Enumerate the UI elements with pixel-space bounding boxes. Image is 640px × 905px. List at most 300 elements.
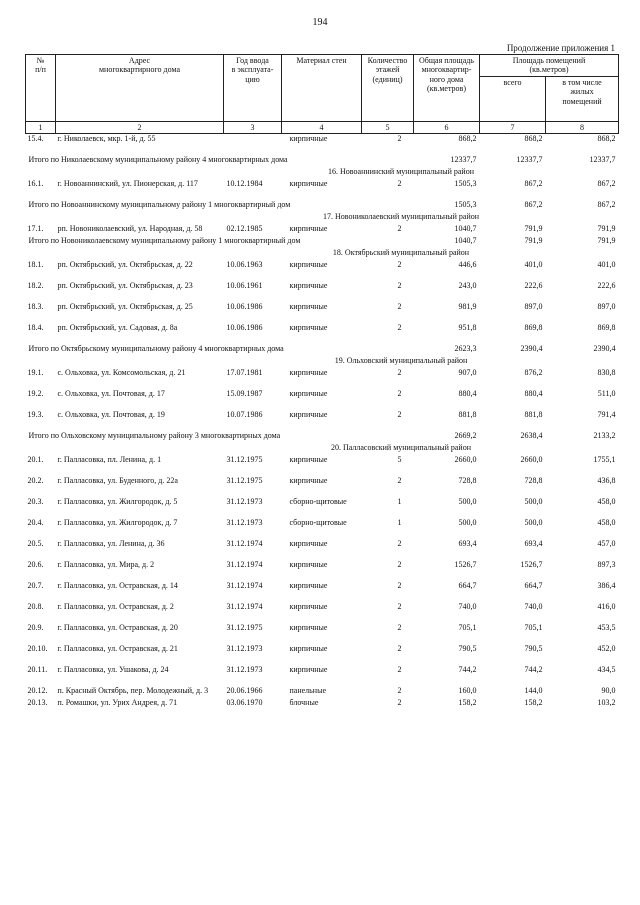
row-number: 20.12. bbox=[27, 686, 48, 696]
row-number: 20.10. bbox=[27, 644, 48, 654]
total-area: 1040,7 bbox=[454, 236, 477, 246]
premises-living-cell: 458,0 bbox=[597, 518, 616, 528]
total-area-cell: 160,0 bbox=[458, 686, 477, 696]
total-area-cell: 158,2 bbox=[458, 698, 477, 708]
material-cell: кирпичные bbox=[289, 389, 328, 399]
premises-total: 867,2 bbox=[524, 200, 543, 210]
spacer-cell bbox=[26, 467, 619, 476]
floors-cell: 2 bbox=[397, 476, 402, 486]
total-area-cell: 1526,7 bbox=[454, 560, 477, 570]
table-row bbox=[26, 302, 619, 314]
spacer-cell bbox=[26, 488, 619, 497]
premises-total: 2390,4 bbox=[520, 344, 543, 354]
address-cell: г. Палласовка, ул. Жилгородок, д. 5 bbox=[57, 497, 178, 507]
address-cell: г. Николаевск, мкр. 1-й, д. 55 bbox=[57, 134, 156, 144]
spacer-cell bbox=[26, 314, 619, 323]
section-heading: 20. Палласовский муниципальный район bbox=[331, 443, 471, 453]
address-cell: рп. Новониколаевский, ул. Народная, д. 58 bbox=[57, 224, 203, 234]
address-cell: с. Ольховка, ул. Почтовая, д. 19 bbox=[57, 410, 165, 420]
year-cell bbox=[224, 134, 282, 147]
address-cell: рп. Октябрьский, ул. Октябрьская, д. 25 bbox=[57, 302, 193, 312]
district-total-row bbox=[26, 344, 619, 356]
material-cell: панельные bbox=[289, 686, 327, 696]
address-cell: г. Палласовка, ул. Остравская, д. 14 bbox=[57, 581, 178, 591]
year-cell: 10.06.1963 bbox=[226, 260, 263, 270]
spacer-cell bbox=[26, 635, 619, 644]
material-cell: сборно-щитовые bbox=[289, 518, 347, 528]
col-header-material: Материал стен bbox=[282, 55, 362, 122]
premises-total-cell: 881,8 bbox=[524, 410, 543, 420]
floors-cell: 2 bbox=[397, 323, 402, 333]
premises-living-cell: 897,3 bbox=[597, 560, 616, 570]
premises-total-cell: 705,1 bbox=[524, 623, 543, 633]
total-area-cell: 728,8 bbox=[458, 476, 477, 486]
header-row bbox=[26, 55, 619, 77]
row-number: 18.4. bbox=[27, 323, 44, 333]
section-heading: 17. Новониколаевский муниципальный район bbox=[322, 212, 480, 222]
floors-cell: 2 bbox=[397, 665, 402, 675]
table-row bbox=[26, 698, 619, 710]
year-cell: 31.12.1974 bbox=[226, 602, 263, 612]
premises-total-cell: 144,0 bbox=[524, 686, 543, 696]
row-number: 20.8. bbox=[27, 602, 44, 612]
floors-cell: 1 bbox=[397, 518, 402, 528]
premises-living-cell: 434,5 bbox=[597, 665, 616, 675]
year-cell: 20.06.1966 bbox=[226, 686, 263, 696]
year-cell: 31.12.1973 bbox=[226, 665, 263, 675]
premises-living-cell: 401,0 bbox=[597, 260, 616, 270]
year-cell: 15.09.1987 bbox=[226, 389, 263, 399]
spacer-cell bbox=[26, 677, 619, 686]
total-area-cell: 693,4 bbox=[458, 539, 477, 549]
premises-total: 2638,4 bbox=[520, 431, 543, 441]
material-cell: кирпичные bbox=[289, 368, 328, 378]
year-cell: 31.12.1975 bbox=[226, 455, 263, 465]
spacer-row bbox=[26, 272, 619, 281]
total-label: Итого по Николаевскому муниципальному району 4 многоквартирных дома bbox=[28, 155, 288, 165]
table-row bbox=[26, 281, 619, 293]
table-row bbox=[26, 455, 619, 467]
material-cell: кирпичные bbox=[289, 410, 328, 420]
year-cell: 10.12.1984 bbox=[226, 179, 263, 189]
address-cell: п. Ромашки, ул. Урих Андрея, д. 71 bbox=[57, 698, 178, 708]
address-cell: г. Палласовка, ул. Остравская, д. 20 bbox=[57, 623, 178, 633]
section-heading: 18. Октябрьский муниципальный район bbox=[332, 248, 470, 258]
row-number: 20.3. bbox=[27, 497, 44, 507]
premises-living-cell: 436,8 bbox=[597, 476, 616, 486]
premises-total-cell: 401,0 bbox=[524, 260, 543, 270]
premises-total-cell: 867,2 bbox=[524, 179, 543, 189]
floors-cell: 2 bbox=[397, 560, 402, 570]
premises-total-cell: 740,0 bbox=[524, 602, 543, 612]
col-header-floors: Количество этажей (единиц) bbox=[362, 55, 414, 122]
year-cell: 17.07.1981 bbox=[226, 368, 263, 378]
premises-total-cell: 791,9 bbox=[524, 224, 543, 234]
spacer-row bbox=[26, 335, 619, 344]
spacer-cell bbox=[26, 401, 619, 410]
col-number: 3 bbox=[224, 121, 282, 133]
premises-living-cell: 867,2 bbox=[597, 179, 616, 189]
premises-living-cell: 103,2 bbox=[597, 698, 616, 708]
premises-living-cell: 897,0 bbox=[597, 302, 616, 312]
total-area-cell: 446,6 bbox=[458, 260, 477, 270]
district-total-row bbox=[26, 200, 619, 212]
premises-total-cell: 500,0 bbox=[524, 497, 543, 507]
address-cell: с. Ольховка, ул. Комсомольская, д. 21 bbox=[57, 368, 186, 378]
row-number: 20.7. bbox=[27, 581, 44, 591]
table-row bbox=[26, 602, 619, 614]
material-cell: кирпичные bbox=[289, 224, 328, 234]
total-area-cell: 1040,7 bbox=[454, 224, 477, 234]
premises-total: 12337,7 bbox=[516, 155, 543, 165]
floors-cell: 2 bbox=[397, 686, 402, 696]
floors-cell: 5 bbox=[397, 455, 402, 465]
premises-total-cell: 158,2 bbox=[524, 698, 543, 708]
year-cell: 31.12.1974 bbox=[226, 539, 263, 549]
row-number: 19.1. bbox=[27, 368, 44, 378]
floors-cell: 2 bbox=[397, 302, 402, 312]
col-number: 8 bbox=[546, 121, 619, 133]
address-cell: г. Новоаннинский, ул. Пионерская, д. 117 bbox=[57, 179, 198, 189]
floors-cell: 2 bbox=[397, 410, 402, 420]
premises-total-cell: 897,0 bbox=[524, 302, 543, 312]
premises-living-cell: 416,0 bbox=[597, 602, 616, 612]
spacer-cell bbox=[26, 293, 619, 302]
page-number: 194 bbox=[312, 17, 328, 28]
material-cell: кирпичные bbox=[289, 134, 328, 144]
total-label: Итого по Октябрьскому муниципальному району 4 многоквартирных дома bbox=[28, 344, 284, 354]
premises-living: 12337,7 bbox=[589, 155, 616, 165]
spacer-cell bbox=[26, 530, 619, 539]
premises-total-cell: 728,8 bbox=[524, 476, 543, 486]
premises-total: 791,9 bbox=[524, 236, 543, 246]
total-area-cell: 243,0 bbox=[458, 281, 477, 291]
total-area-cell: 1505,3 bbox=[454, 179, 477, 189]
section-heading: 19. Ольховский муниципальный район bbox=[334, 356, 468, 366]
row-number: 20.11. bbox=[27, 665, 48, 675]
total-area-cell: 790,5 bbox=[458, 644, 477, 654]
total-area-cell: 705,1 bbox=[458, 623, 477, 633]
table-row bbox=[26, 518, 619, 530]
year-cell: 10.07.1986 bbox=[226, 410, 263, 420]
floors-cell: 2 bbox=[397, 368, 402, 378]
year-cell: 10.06.1986 bbox=[226, 323, 263, 333]
total-area-cell: 500,0 bbox=[458, 518, 477, 528]
spacer-row bbox=[26, 401, 619, 410]
material-cell: кирпичные bbox=[289, 560, 328, 570]
spacer-row bbox=[26, 146, 619, 155]
total-area-cell: 907,0 bbox=[458, 368, 477, 378]
spacer-cell bbox=[26, 551, 619, 560]
table-row bbox=[26, 260, 619, 272]
premises-living: 2390,4 bbox=[593, 344, 616, 354]
row-number: 18.1. bbox=[27, 260, 44, 270]
floors-cell: 2 bbox=[397, 623, 402, 633]
material-cell: сборно-щитовые bbox=[289, 497, 347, 507]
premises-total-cell: 1526,7 bbox=[520, 560, 543, 570]
row-number: 18.2. bbox=[27, 281, 44, 291]
col-number: 6 bbox=[414, 121, 480, 133]
year-cell: 02.12.1985 bbox=[226, 224, 263, 234]
row-number: 20.2. bbox=[27, 476, 44, 486]
premises-total-cell: 790,5 bbox=[524, 644, 543, 654]
address-cell: рп. Октябрьский, ул. Садовая, д. 8а bbox=[57, 323, 178, 333]
spacer-row bbox=[26, 593, 619, 602]
table-row bbox=[26, 134, 619, 147]
total-label: Итого по Новоаннинскому муниципальному району 1 многоквартирный дом bbox=[28, 200, 291, 210]
total-area: 12337,7 bbox=[450, 155, 477, 165]
spacer-row bbox=[26, 488, 619, 497]
row-number: 18.3. bbox=[27, 302, 44, 312]
total-area-cell: 500,0 bbox=[458, 497, 477, 507]
spacer-cell bbox=[26, 191, 619, 200]
address-cell: рп. Октябрьский, ул. Октябрьская, д. 22 bbox=[57, 260, 193, 270]
spacer-row bbox=[26, 380, 619, 389]
row-number: 19.2. bbox=[27, 389, 44, 399]
spacer-cell bbox=[26, 656, 619, 665]
spacer-row bbox=[26, 614, 619, 623]
premises-total-cell: 868,2 bbox=[524, 134, 543, 144]
table-row bbox=[26, 581, 619, 593]
row-number: 20.4. bbox=[27, 518, 44, 528]
address-cell: п. Красный Октябрь, пер. Молодежный, д. 3 bbox=[57, 686, 209, 696]
material-cell: кирпичные bbox=[289, 644, 328, 654]
floors-cell: 2 bbox=[397, 539, 402, 549]
col-header-year: Год ввода в эксплуата- цию bbox=[224, 55, 282, 122]
total-label: Итого по Новониколаевскому муниципальному району 1 многоквартирный дом bbox=[28, 236, 301, 246]
material-cell: кирпичные bbox=[289, 455, 328, 465]
premises-living-cell: 457,0 bbox=[597, 539, 616, 549]
material-cell: блочные bbox=[289, 698, 319, 708]
total-area-cell: 881,8 bbox=[458, 410, 477, 420]
material-cell: кирпичные bbox=[289, 281, 328, 291]
premises-living-cell: 452,0 bbox=[597, 644, 616, 654]
spacer-row bbox=[26, 551, 619, 560]
floors-cell: 2 bbox=[397, 581, 402, 591]
address-cell: г. Палласовка, ул. Остравская, д. 2 bbox=[57, 602, 174, 612]
col-number: 7 bbox=[480, 121, 546, 133]
col-number: 4 bbox=[282, 121, 362, 133]
col-header-premises: Площадь помещений (кв.метров) bbox=[480, 55, 619, 77]
year-cell: 31.12.1974 bbox=[226, 581, 263, 591]
material-cell: кирпичные bbox=[289, 179, 328, 189]
address-cell: г. Палласовка, ул. Буденного, д. 22а bbox=[57, 476, 178, 486]
table-row bbox=[26, 410, 619, 422]
table-row bbox=[26, 179, 619, 191]
material-cell: кирпичные bbox=[289, 539, 328, 549]
table-row bbox=[26, 323, 619, 335]
row-number: 17.1. bbox=[27, 224, 44, 234]
year-cell: 03.06.1970 bbox=[226, 698, 263, 708]
row-number: 20.5. bbox=[27, 539, 44, 549]
col-header-num: № п/п bbox=[26, 55, 56, 122]
premises-total-cell: 693,4 bbox=[524, 539, 543, 549]
premises-living: 2133,2 bbox=[593, 431, 616, 441]
total-area-cell: 868,2 bbox=[458, 134, 477, 144]
year-cell: 31.12.1973 bbox=[226, 497, 263, 507]
year-cell: 31.12.1973 bbox=[226, 644, 263, 654]
address-cell: г. Палласовка, ул. Ленина, д. 36 bbox=[57, 539, 165, 549]
spacer-row bbox=[26, 677, 619, 686]
spacer-cell bbox=[26, 335, 619, 344]
premises-total-cell: 2660,0 bbox=[520, 455, 543, 465]
premises-total-cell: 869,8 bbox=[524, 323, 543, 333]
premises-living-cell: 830,8 bbox=[597, 368, 616, 378]
table-row bbox=[26, 368, 619, 380]
premises-total-cell: 876,2 bbox=[524, 368, 543, 378]
floors-cell: 2 bbox=[397, 644, 402, 654]
spacer-cell bbox=[26, 422, 619, 431]
address-cell: рп. Октябрьский, ул. Октябрьская, д. 23 bbox=[57, 281, 193, 291]
col-number: 1 bbox=[26, 121, 56, 133]
premises-total-cell: 500,0 bbox=[524, 518, 543, 528]
premises-total-cell: 222,6 bbox=[524, 281, 543, 291]
material-cell: кирпичные bbox=[289, 260, 328, 270]
spacer-cell bbox=[26, 593, 619, 602]
spacer-cell bbox=[26, 146, 619, 155]
row-number: 20.13. bbox=[27, 698, 48, 708]
spacer-row bbox=[26, 422, 619, 431]
premises-total-cell: 880,4 bbox=[524, 389, 543, 399]
spacer-row bbox=[26, 572, 619, 581]
premises-living-cell: 386,4 bbox=[597, 581, 616, 591]
section-heading-row bbox=[26, 443, 619, 455]
total-area: 1505,3 bbox=[454, 200, 477, 210]
total-label: Итого по Ольховскому муниципальному району 3 многоквартирных дома bbox=[28, 431, 281, 441]
spacer-row bbox=[26, 467, 619, 476]
year-cell: 10.06.1986 bbox=[226, 302, 263, 312]
material-cell: кирпичные bbox=[289, 602, 328, 612]
address-cell: с. Ольховка, ул. Почтовая, д. 17 bbox=[57, 389, 165, 399]
row-number: 20.1. bbox=[27, 455, 44, 465]
material-cell: кирпичные bbox=[289, 302, 328, 312]
row-number: 15.4. bbox=[27, 134, 44, 144]
housing-table bbox=[25, 54, 619, 710]
total-area: 2669,2 bbox=[454, 431, 477, 441]
total-area-cell: 744,2 bbox=[458, 665, 477, 675]
section-heading-row bbox=[26, 212, 619, 224]
floors-cell: 2 bbox=[397, 389, 402, 399]
year-cell: 31.12.1975 bbox=[226, 476, 263, 486]
floors-cell: 2 bbox=[397, 698, 402, 708]
col-header-total-area: Общая площадь многоквартир- ного дома (кв.метров) bbox=[414, 55, 480, 122]
table-row bbox=[26, 389, 619, 401]
table-row bbox=[26, 476, 619, 488]
table-row bbox=[26, 644, 619, 656]
spacer-cell bbox=[26, 380, 619, 389]
year-cell: 31.12.1975 bbox=[226, 623, 263, 633]
material-cell: кирпичные bbox=[289, 476, 328, 486]
spacer-cell bbox=[26, 272, 619, 281]
spacer-row bbox=[26, 530, 619, 539]
premises-living-cell: 453,5 bbox=[597, 623, 616, 633]
col-header-address: Адрес многоквартирного дома bbox=[56, 55, 224, 122]
col-header-premises-total: всего bbox=[480, 76, 546, 121]
spacer-row bbox=[26, 509, 619, 518]
address-cell: г. Палласовка, ул. Остравская, д. 21 bbox=[57, 644, 178, 654]
year-cell: 31.12.1974 bbox=[226, 560, 263, 570]
spacer-row bbox=[26, 191, 619, 200]
table-row bbox=[26, 665, 619, 677]
premises-living-cell: 791,4 bbox=[597, 410, 616, 420]
total-area-cell: 740,0 bbox=[458, 602, 477, 612]
continuation-note: Продолжение приложения 1 bbox=[506, 43, 615, 53]
material-cell: кирпичные bbox=[289, 581, 328, 591]
section-heading-row bbox=[26, 248, 619, 260]
spacer-cell bbox=[26, 572, 619, 581]
address-cell: г. Палласовка, ул. Ушакова, д. 24 bbox=[57, 665, 169, 675]
table-body bbox=[26, 134, 619, 711]
address-cell: г. Палласовка, ул. Жилгородок, д. 7 bbox=[57, 518, 178, 528]
material-cell: кирпичные bbox=[289, 323, 328, 333]
row-number: 20.6. bbox=[27, 560, 44, 570]
premises-living-cell: 791,9 bbox=[597, 224, 616, 234]
district-total-row bbox=[26, 431, 619, 443]
total-area-cell: 664,7 bbox=[458, 581, 477, 591]
spacer-row bbox=[26, 656, 619, 665]
row-number: 20.9. bbox=[27, 623, 44, 633]
floors-cell: 2 bbox=[397, 602, 402, 612]
spacer-row bbox=[26, 314, 619, 323]
floors-cell: 1 bbox=[397, 497, 402, 507]
table-row bbox=[26, 224, 619, 236]
spacer-row bbox=[26, 293, 619, 302]
premises-living-cell: 222,6 bbox=[597, 281, 616, 291]
premises-living: 867,2 bbox=[597, 200, 616, 210]
premises-living-cell: 90,0 bbox=[601, 686, 616, 696]
section-heading-row bbox=[26, 356, 619, 368]
premises-living-cell: 869,8 bbox=[597, 323, 616, 333]
row-number: 19.3. bbox=[27, 410, 44, 420]
table-row bbox=[26, 497, 619, 509]
premises-living: 791,9 bbox=[597, 236, 616, 246]
address-cell: г. Палласовка, ул. Мира, д. 2 bbox=[57, 560, 155, 570]
row-number: 16.1. bbox=[27, 179, 44, 189]
total-area: 2623,3 bbox=[454, 344, 477, 354]
section-heading-row bbox=[26, 167, 619, 179]
premises-living-cell: 511,0 bbox=[597, 389, 616, 399]
floors-cell: 2 bbox=[397, 179, 402, 189]
table-row bbox=[26, 560, 619, 572]
premises-living-cell: 868,2 bbox=[597, 134, 616, 144]
section-heading: 16. Новоаннинский муниципальный район bbox=[328, 167, 474, 177]
total-area-cell: 951,8 bbox=[458, 323, 477, 333]
year-cell: 31.12.1973 bbox=[226, 518, 263, 528]
spacer-cell bbox=[26, 509, 619, 518]
table-row bbox=[26, 686, 619, 698]
premises-total-cell: 744,2 bbox=[524, 665, 543, 675]
column-number-row bbox=[26, 121, 619, 133]
district-total-row bbox=[26, 236, 619, 248]
total-area-cell: 981,9 bbox=[458, 302, 477, 312]
col-number: 2 bbox=[56, 121, 224, 133]
year-cell: 10.06.1961 bbox=[226, 281, 263, 291]
floors-cell: 2 bbox=[397, 224, 402, 234]
premises-living-cell: 1755,1 bbox=[593, 455, 616, 465]
spacer-row bbox=[26, 635, 619, 644]
material-cell: кирпичные bbox=[289, 623, 328, 633]
floors-cell: 2 bbox=[397, 281, 402, 291]
table-row bbox=[26, 539, 619, 551]
district-total-row bbox=[26, 155, 619, 167]
premises-total-cell: 664,7 bbox=[524, 581, 543, 591]
floors-cell: 2 bbox=[397, 260, 402, 270]
material-cell: кирпичные bbox=[289, 665, 328, 675]
total-area-cell: 2660,0 bbox=[454, 455, 477, 465]
col-number: 5 bbox=[362, 121, 414, 133]
total-area-cell: 880,4 bbox=[458, 389, 477, 399]
address-cell: г. Палласовка, пл. Ленина, д. 1 bbox=[57, 455, 162, 465]
